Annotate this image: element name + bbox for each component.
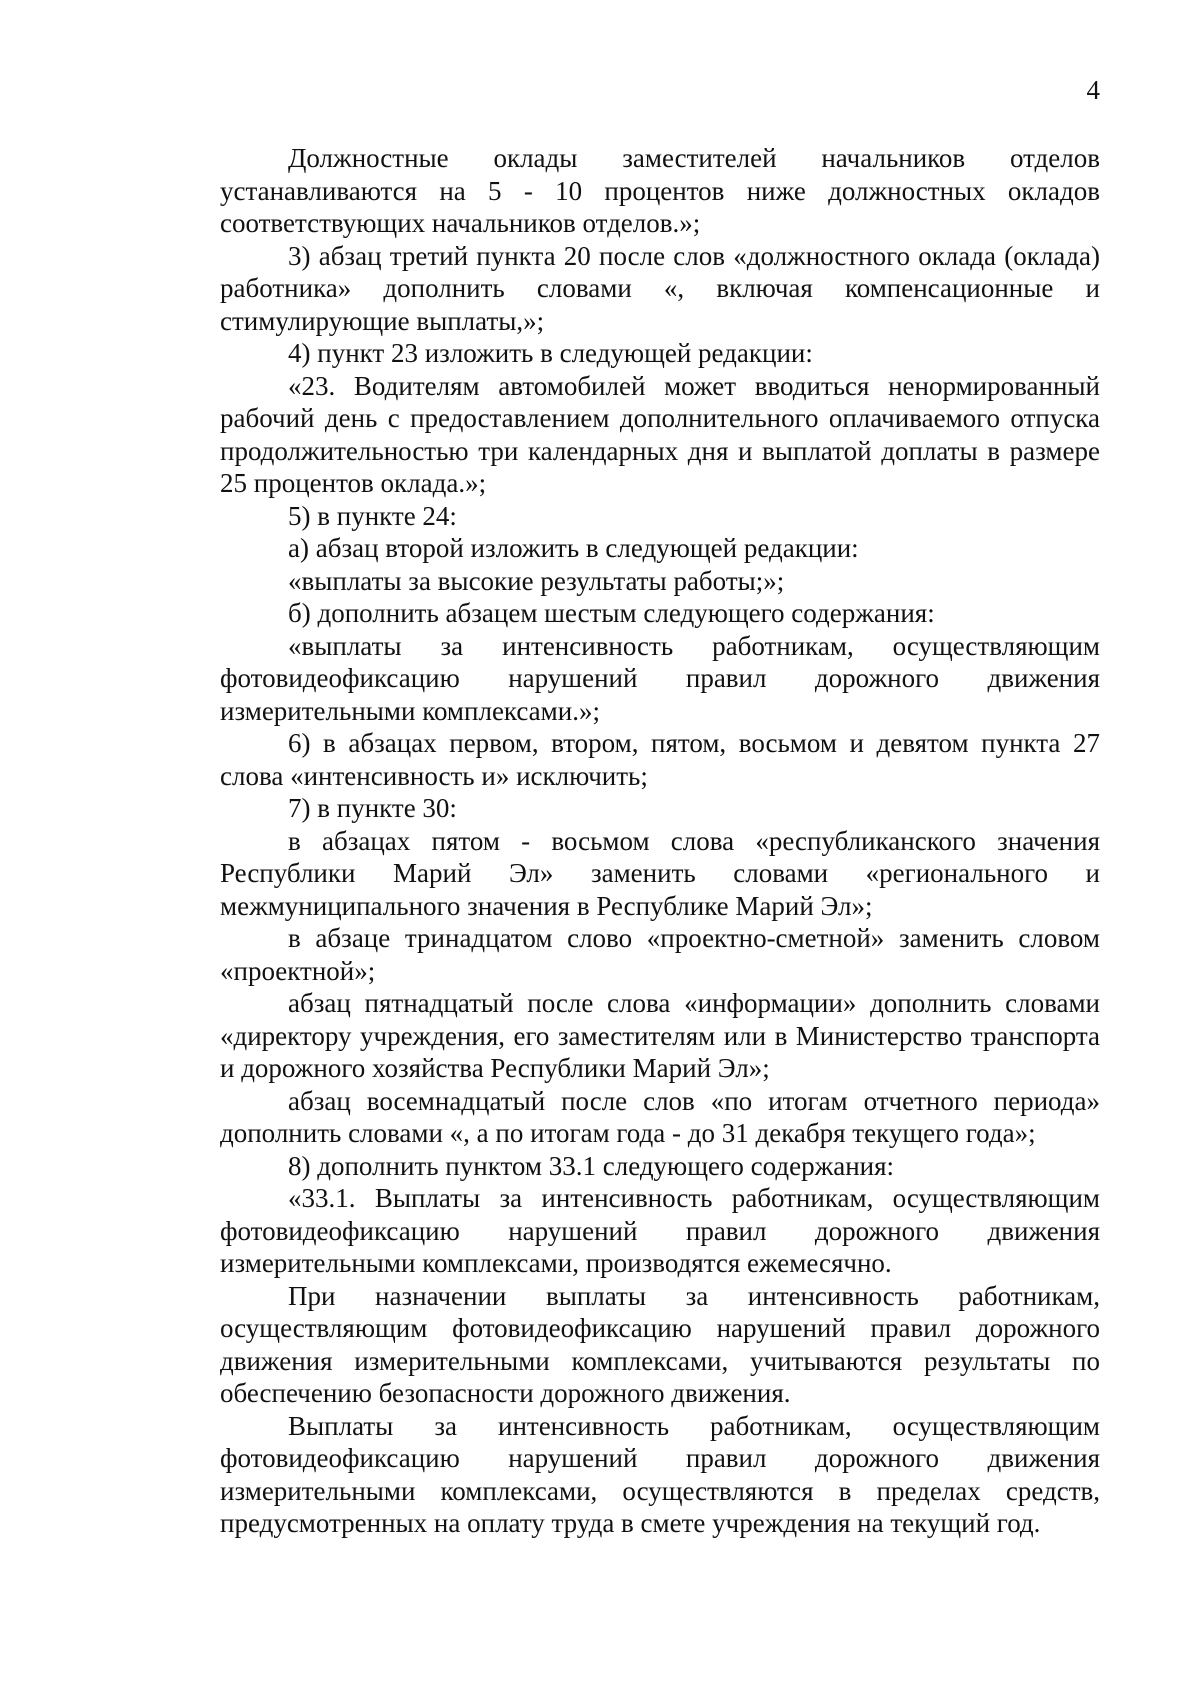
- paragraph: 6) в абзацах первом, втором, пятом, восьмом и девятом пункта 27 слова «интенсивность и» исключить;: [220, 728, 1100, 791]
- paragraph: в абзаце тринадцатом слово «проектно-сметной» заменить словом «проектной»;: [220, 923, 1100, 986]
- paragraph: 7) в пункте 30:: [288, 793, 457, 823]
- paragraph: При назначении выплаты за интенсивность работникам, осуществляющим фотовидеофиксацию нарушений правил дорожного движения измерительными комплексами, учитываются результаты по обеспечению безопасности дорожного движения.: [220, 1280, 1100, 1408]
- document-body: [220, 142, 1100, 1540]
- paragraph: а) абзац второй изложить в следующей редакции:: [288, 533, 859, 563]
- paragraph: Должностные оклады заместителей начальников отделов устанавливаются на 5 - 10 процентов ниже должностных окладов соответствующих начальников отделов.»;: [220, 143, 1100, 238]
- paragraph: Выплаты за интенсивность работникам, осуществляющим фотовидеофиксацию нарушений правил дорожного движения измерительными комплексами, осуществляются в пределах средств, предусмотренных на оплату труда в смете учреждения на текущий год.: [220, 1410, 1100, 1538]
- paragraph: б) дополнить абзацем шестым следующего содержания:: [288, 598, 935, 628]
- paragraph: «33.1. Выплаты за интенсивность работникам, осуществляющим фотовидеофиксацию нарушений правил дорожного движения измерительными комплексами, производятся ежемесячно.: [220, 1183, 1100, 1278]
- paragraph: абзац пятнадцатый после слова «информации» дополнить словами «директору учреждения, его заместителям или в Министерство транспорта и дорожного хозяйства Республики Марий Эл»;: [220, 988, 1100, 1083]
- paragraph: абзац восемнадцатый после слов «по итогам отчетного периода» дополнить словами «, а по итогам года - до 31 декабря текущего года»;: [220, 1085, 1100, 1148]
- paragraph: 3) абзац третий пункта 20 после слов «должностного оклада (оклада) работника» дополнить словами «, включая компенсационные и стимулирующие выплаты,»;: [220, 240, 1100, 336]
- page-number: 4: [1086, 75, 1100, 105]
- paragraph: «выплаты за высокие результаты работы;»;: [288, 565, 785, 596]
- paragraph: «выплаты за интенсивность работникам, осуществляющим фотовидеофиксацию нарушений правил дорожного движения измерительными комплексами.»;: [220, 630, 1100, 726]
- paragraph: в абзацах пятом - восьмом слова «республиканского значения Республики Марий Эл» заменить словами «регионального и межмуниципального значения в Республике Марий Эл»;: [220, 825, 1100, 921]
- paragraph: 4) пункт 23 изложить в следующей редакции:: [288, 338, 813, 368]
- paragraph: 8) дополнить пунктом 33.1 следующего содержания:: [288, 1150, 895, 1181]
- paragraph: «23. Водителям автомобилей может вводиться ненормированный рабочий день с предоставлением дополнительного оплачиваемого отпуска продолжительностью три календарных дня и выплатой доплаты в размере 25 процентов оклада.»;: [220, 370, 1100, 498]
- paragraph: 5) в пункте 24:: [288, 500, 457, 531]
